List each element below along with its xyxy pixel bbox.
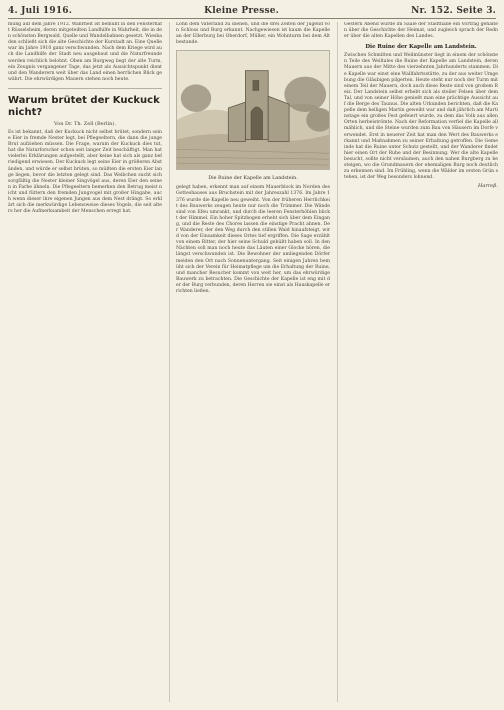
newspaper-title: Kleine Presse.	[204, 6, 279, 16]
article-signature: Harreß.	[477, 183, 498, 190]
article-byline: Von Dr. Th. Zell (Berlin).	[54, 120, 116, 127]
column-right	[337, 22, 498, 702]
article-title-kuckuck: Warum brütet der Kuckuck nicht?	[8, 94, 160, 118]
issue-date: 4. Juli 1916.	[8, 6, 73, 16]
column-middle	[169, 22, 330, 702]
right-top-paragraph: Gestern Abend wurde im Saale der Stadthalle ein Vortrag gehalten über die Geschichte der Heimat, und zugleich sprach der Redner über die alten Kapellen des Landes.	[344, 22, 498, 40]
middle-body-text: gelegt haben, erkennt man auf einem Mauerblock im Norden des Gotteshauses aus Bruchstein mit der Jahreszahl 1376. Im Jahre 1376 wurde die Kapelle neu geweiht. Von der früheren Herrlichkeit des Bauwerks zeugen heute nur noch die Trümmer. Die Wände sind von Efeu umrankt, und durch die leeren Fensterhöhlen blickt der Himmel. Ein hoher Spitzbogen erhebt sich über dem Eingang, und die Reste des Chores lassen die einstige Pracht ahnen. Der Wanderer, der den Weg durch den stillen Wald hinaufsteigt, wird von der Einsamkeit dieses Ortes tief ergriffen. Die Sage erzählt von einem Ritter, der hier seine Schuld gebüßt haben soll. In den Nächten soll man noch heute das Läuten einer Glocke hören, die längst verschwunden ist. Die Bewohner der umliegenden Dörfer meiden den Ort nach Sonnenuntergang. Seit einigen Jahren bemüht sich der Verein für Heimatpflege um die Erhaltung der Ruine, und mancher Besucher kommt von weit her, um das ehrwürdige Bauwerk zu betrachten. Die Geschichte der Kapelle ist eng mit der der Burg verbunden, deren Herren sie einst als Hauskapelle errichten ließen.	[176, 185, 330, 294]
middle-top-paragraph: Lohn dem Vaterland zu dienen, und die drei Zeiten der Jugend von Schloss und Burg erkannt. Nachgewiesen ist kaum die Kapelle an der Ellerburg bei Oberdorf, Müller, ein Wohnturm bei dem Altbestande.	[176, 22, 330, 46]
figure-caption: Die Ruine der Kapelle am Landstein.	[208, 176, 298, 182]
intro-paragraph: mung auf dem Jahre 1912. Wahrheit ist bemüht in den Fensterhaft Rüsselsheim, deren mitgeteilten Landhilfe in Wahrheit, die in den schönsten Bergwald, Quelle und Wandelbahnen gesetzt. Wiesbaden schließt sich die alte Geschichte der Kurstadt an. Eine Quelle war im Jahre 1910 ganz verschwunden. Nach dem Kriege wird auch die Landhilfe der Stadt neu ausgebaut und die Naturfreunde werden reichlich belohnt. Oben am Burgweg liegt der alte Turm, ein Zeugnis vergangener Tage, das jetzt als Aussichtspunkt dient und den Wanderern weit über das Land einen herrlichen Blick gewährt. Die ehrwürdigen Mauern stehen noch heute.	[8, 22, 162, 82]
page-header	[8, 4, 496, 19]
issue-number-page: Nr. 152. Seite 3.	[411, 6, 496, 16]
column-left	[8, 22, 162, 702]
divider	[8, 88, 162, 89]
columns	[8, 22, 498, 702]
article-body-kuckuck: Es ist bekannt, daß der Kuckuck nicht selbst brütet, sondern seine Eier in fremde Nester legt, bei Pflegeeltern, die dann die junge Brut aufziehen müssen. Die Frage, warum der Kuckuck dies tut, hat die Naturforscher schon seit langer Zeit beschäftigt. Man hat vielerlei Erklärungen aufgestellt, aber keine hat sich als ganz befriedigend erwiesen. Der Kuckuck legt seine Eier in größeren Abständen, und würde er selbst brüten, so müßten die ersten Eier lange liegen, bevor die letzten gelegt sind. Das Weibchen sucht sich sorgfältig die Nester kleiner Singvögel aus, deren Eier den seinen in Farbe ähneln. Die Pflegeeltern bemerken den Betrug meist nicht und füttern den fremden Jungvogel mit großer Hingabe, auch wenn dieser ihre eigenen Jungen aus dem Nest drängt. So erklärt sich die merkwürdige Lebensweise dieses Vogels, die seit alters her die Aufmerksamkeit der Menschen erregt hat.	[8, 129, 162, 215]
chapel-ruin-illustration	[176, 50, 330, 170]
article-body-kapelle: Zwischen Schmitten und Weilmünster liegt in einem der schönsten Teile des Weiltales die Ruine der Kapelle am Landstein, deren Mauern aus der Mitte des vierzehnten Jahrhunderts stammen. Die Kapelle war einst eine Wallfahrtsstätte, zu der aus weiter Umgebung die Gläubigen pilgerten. Heute steht nur noch der Turm mit einem Teil der Mauern, doch auch diese Reste sind von großem Reiz. Der Landstein selbst erhebt sich als steiler Felsen über dem Tal, und von seiner Höhe genießt man eine prächtige Aussicht auf die Berge des Taunus. Die alten Urkunden berichten, daß die Kapelle dem heiligen Martin geweiht war und daß jährlich am Martinstage ein großes Fest gefeiert wurde, zu dem das Volk aus allen Orten herbeiströmte. Nach der Reformation verfiel die Kapelle allmählich, und die Steine wurden zum Bau von Häusern im Dorfe verwendet. Erst in neuerer Zeit hat man den Wert des Bauwerks erkannt und Maßnahmen zu seiner Erhaltung getroffen. Die Gemeinde hat die Ruine unter Schutz gestellt, und der Wanderer findet hier einen Ort der Ruhe und der Besinnung. Wer die alte Kapelle besucht, sollte nicht versäumen, auch den nahen Burgberg zu besteigen, wo die Grundmauern der ehemaligen Burg noch deutlich zu erkennen sind. Im Frühling, wenn die Wälder im ersten Grün stehen, ist der Weg besonders lohnend.	[344, 53, 498, 181]
article-title-kapelle: Die Ruine der Kapelle am Landstein.	[365, 44, 477, 51]
